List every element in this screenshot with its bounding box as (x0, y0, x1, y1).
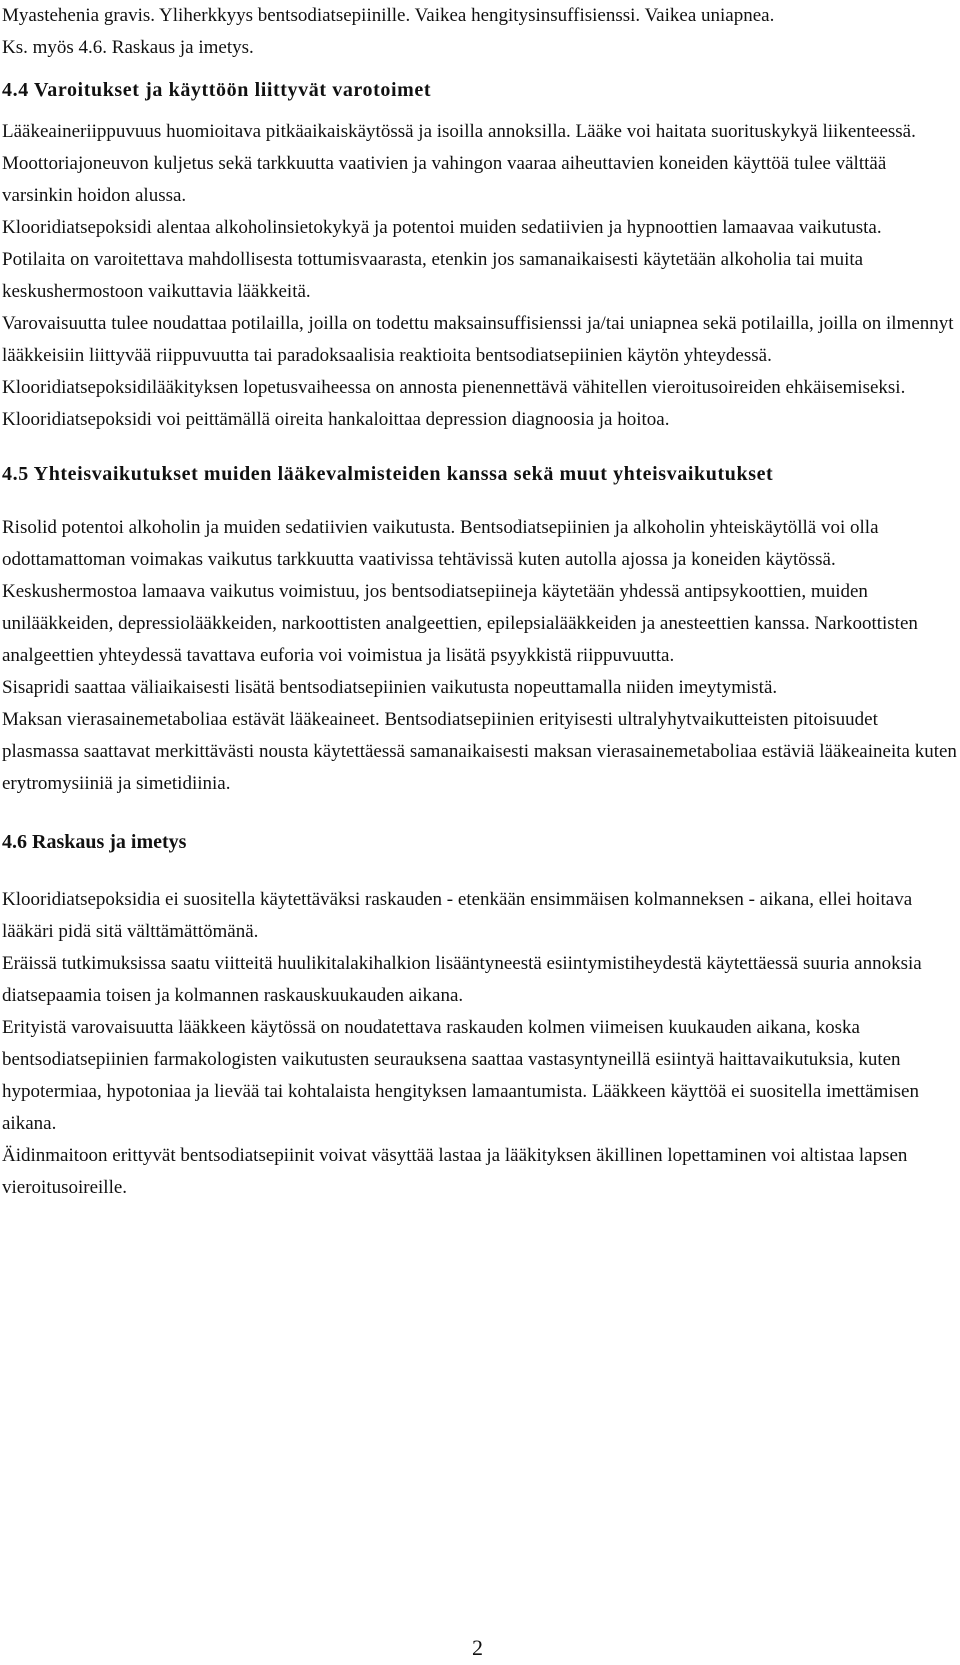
paragraph: Klooridiatsepoksidi alentaa alkoholinsietokykyä ja potentoi muiden sedatiivien ja hypnoottien lamaavaa vaikutusta. (2, 217, 882, 238)
section-heading-4-4: 4.4 Varoitukset ja käyttöön liittyvät varotoimet (2, 79, 432, 101)
paragraph: Äidinmaitoon erittyvät bentsodiatsepiinit voivat väsyttää lastaa ja lääkityksen äkillinen lopettaminen voi altistaa lapsen vieroitusoireille. (2, 1145, 908, 1198)
cross-reference-text: Ks. myös 4.6. Raskaus ja imetys. (2, 37, 254, 58)
spacer (2, 858, 957, 884)
page-number: 2 (472, 1635, 483, 1660)
section-heading-4-5: 4.5 Yhteisvaikutukset muiden lääkevalmisteiden kanssa sekä muut yhteisvaikutukset (2, 463, 774, 485)
document-body (2, 0, 957, 1204)
paragraph: Klooridiatsepoksidilääkityksen lopetusvaiheessa on annosta pienennettävä vähitellen vieroitusoireiden ehkäisemiseksi. (2, 377, 906, 398)
paragraph: Risolid potentoi alkoholin ja muiden sedatiivien vaikutusta. Bentsodiatsepiinien ja alkoholin yhteiskäytöllä voi olla odottamattoman voimakas vaikutus tarkkuutta vaativissa tehtävissä kuten autolla ajossa ja koneiden käytössä. (2, 517, 879, 570)
paragraph: Potilaita on varoitettava mahdollisesta tottumisvaarasta, etenkin jos samanaikaisesti käytetään alkoholia tai muita keskushermostoon vaikuttavia lääkkeitä. (2, 249, 864, 302)
paragraph: Keskushermostoa lamaava vaikutus voimistuu, jos bentsodiatsepiineja käytetään yhdessä antipsykoottien, muiden unilääkkeiden, depressiolääkkeiden, narkoottisten analgeettien, epilepsialääkkeiden ja anesteettien kanssa. Narkoottisten analgeettien yhteydessä tavattava euforia voi voimistua ja lisätä psyykkistä riippuvuutta. (2, 581, 918, 666)
paragraph: Maksan vierasainemetaboliaa estävät lääkeaineet. Bentsodiatsepiinien erityisesti ultralyhytvaikutteisten pitoisuudet plasmassa saattavat merkittävästi nousta käytettäessä samanaikaisesti maksan vierasainemetaboliaa estäviä lääkeaineita kuten erytromysiiniä ja simetidiinia. (2, 709, 957, 794)
spacer (2, 436, 957, 458)
section-heading-4-6: 4.6 Raskaus ja imetys (2, 831, 187, 853)
contraindications-text: Myastehenia gravis. Yliherkkyys bentsodiatsepiinille. Vaikea hengitysinsuffisienssi. Vaikea uniapnea. (2, 5, 775, 26)
spacer (2, 106, 957, 116)
paragraph: Eräissä tutkimuksissa saatu viitteitä huulikitalakihalkion lisääntyneestä esiintymistiheydestä käytettäessä suuria annoksia diatsepaamia toisen ja kolmannen raskauskuukauden aikana. (2, 953, 922, 1006)
spacer (2, 800, 957, 826)
paragraph: Sisapridi saattaa väliaikaisesti lisätä bentsodiatsepiinien vaikutusta nopeuttamalla niiden imeytymistä. (2, 677, 778, 698)
paragraph: Klooridiatsepoksidia ei suositella käytettäväksi raskauden - etenkään ensimmäisen kolmanneksen - aikana, ellei hoitava lääkäri pidä sitä välttämättömänä. (2, 889, 913, 942)
spacer (2, 64, 957, 74)
paragraph: Lääkeaineriippuvuus huomioitava pitkäaikaiskäytössä ja isoilla annoksilla. Lääke voi haitata suorituskykyä liikenteessä. Moottoriajoneuvon kuljetus sekä tarkkuutta vaativien ja vahingon vaaraa aiheuttavien koneiden käyttöä tulee välttää varsinkin hoidon alussa. (2, 121, 916, 206)
paragraph: Varovaisuutta tulee noudattaa potilailla, joilla on todettu maksainsuffisienssi ja/tai uniapnea sekä potilailla, joilla on ilmennyt lääkkeisiin liittyvää riippuvuutta tai paradoksaalisia reaktioita bentsodiatsepiinien käytön yhteydessä. (2, 313, 954, 366)
paragraph: Erityistä varovaisuutta lääkkeen käytössä on noudatettava raskauden kolmen viimeisen kuukauden aikana, koska bentsodiatsepiinien farmakologisten vaikutusten seurauksena saattaa vastasyntyneillä esiintyä haittavaikutuksia, kuten hypotermiaa, hypotoniaa ja lievää tai kohtalaista hengityksen lamaantumista. Lääkkeen käyttöä ei suositella imettämisen aikana. (2, 1017, 919, 1134)
paragraph: Klooridiatsepoksidi voi peittämällä oireita hankaloittaa depression diagnoosia ja hoitoa. (2, 409, 670, 430)
spacer (2, 490, 957, 512)
